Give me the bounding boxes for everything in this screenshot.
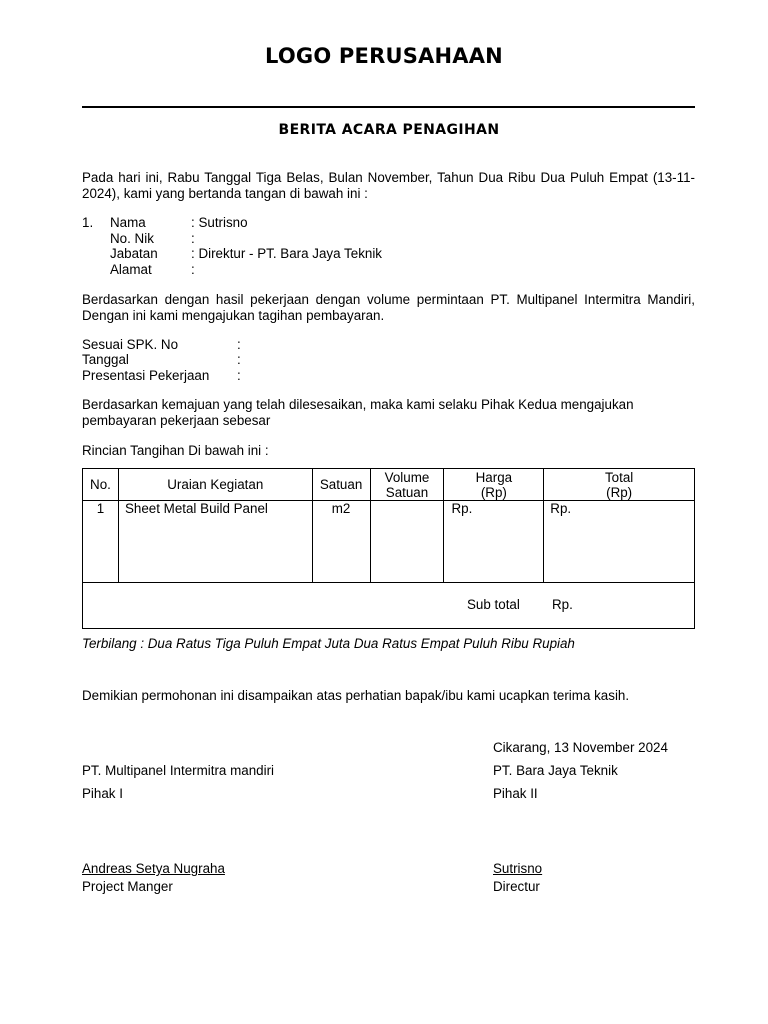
party-nik-value: : xyxy=(191,231,195,246)
left-signatory-name: Andreas Setya Nugraha xyxy=(82,861,225,876)
party-number: 1. xyxy=(82,215,94,230)
header-harga xyxy=(444,469,544,501)
cell-no: 1 xyxy=(83,501,119,583)
header-harga-line1: Harga xyxy=(475,469,513,485)
party-alamat-label: Alamat xyxy=(110,262,152,277)
party-name-value: : Sutrisno xyxy=(191,215,248,230)
header-volume-line1: Volume xyxy=(384,469,430,485)
tanggal-label: Tanggal xyxy=(82,352,129,367)
right-role: Pihak II xyxy=(493,786,538,801)
left-signatory-position: Project Manger xyxy=(82,879,173,894)
document-title: BERITA ACARA PENAGIHAN xyxy=(278,122,500,138)
table-header-row xyxy=(83,469,695,501)
table-row xyxy=(83,501,695,583)
right-signatory-position: Directur xyxy=(493,879,540,894)
spk-value: : xyxy=(237,337,241,352)
cell-satuan: m2 xyxy=(312,501,370,583)
header-volume xyxy=(370,469,444,501)
header-no: No. xyxy=(83,469,119,501)
right-signatory-name: Sutrisno xyxy=(493,861,543,876)
right-company: PT. Bara Jaya Teknik xyxy=(493,763,618,778)
cell-harga: Rp. xyxy=(444,501,544,583)
spk-label: Sesuai SPK. No xyxy=(82,337,179,352)
invoice-table xyxy=(82,468,695,629)
tanggal-value: : xyxy=(237,352,241,367)
presentasi-label: Presentasi Pekerjaan xyxy=(82,368,210,383)
party-jabatan-label: Jabatan xyxy=(110,246,158,261)
party-name-label: Nama xyxy=(110,215,146,230)
party-jabatan-value: : Direktur - PT. Bara Jaya Teknik xyxy=(191,246,383,261)
left-company: PT. Multipanel Intermitra mandiri xyxy=(82,763,274,778)
subtotal-cell xyxy=(83,583,695,629)
progress-paragraph: Berdasarkan kemajuan yang telah dilesesaikan, maka kami selaku Pihak Kedua mengajukan pembayaran pekerjaan sebesar xyxy=(82,397,634,428)
header-divider xyxy=(82,106,695,108)
terbilang-text: Terbilang : Dua Ratus Tiga Puluh Empat Juta Dua Ratus Empat Puluh Ribu Rupiah xyxy=(82,636,575,651)
cell-total: Rp. xyxy=(544,501,695,583)
header-harga-line2: (Rp) xyxy=(480,484,507,500)
place-date: Cikarang, 13 November 2024 xyxy=(493,740,668,755)
company-logo-placeholder: LOGO PERUSAHAAN xyxy=(265,44,503,68)
header-volume-line2: Satuan xyxy=(385,484,429,500)
basis-paragraph: Berdasarkan dengan hasil pekerjaan dengan volume permintaan PT. Multipanel Intermitra Mandiri, Dengan ini kami mengajukan tagihan pembayaran. xyxy=(82,292,695,323)
cell-uraian: Sheet Metal Build Panel xyxy=(118,501,312,583)
header-satuan: Satuan xyxy=(312,469,370,501)
header-total xyxy=(544,469,695,501)
left-role: Pihak I xyxy=(82,786,123,801)
cell-volume xyxy=(370,501,444,583)
rincian-label: Rincian Tangihan Di bawah ini : xyxy=(82,443,269,458)
subtotal-value: Rp. xyxy=(552,597,573,612)
header-total-line1: Total xyxy=(604,469,634,485)
presentasi-value: : xyxy=(237,368,241,383)
subtotal-label: Sub total xyxy=(467,597,520,612)
header-uraian: Uraian Kegiatan xyxy=(118,469,312,501)
subtotal-row xyxy=(83,583,695,629)
header-total-line2: (Rp) xyxy=(606,484,633,500)
party-alamat-value: : xyxy=(191,262,195,277)
intro-paragraph: Pada hari ini, Rabu Tanggal Tiga Belas, Bulan November, Tahun Dua Ribu Dua Puluh Empat (13-11-2024), kami yang bertanda tangan di bawah ini : xyxy=(82,170,695,201)
party-nik-label: No. Nik xyxy=(110,231,154,246)
closing-text: Demikian permohonan ini disampaikan atas perhatian bapak/ibu kami ucapkan terima kasih. xyxy=(82,688,630,703)
